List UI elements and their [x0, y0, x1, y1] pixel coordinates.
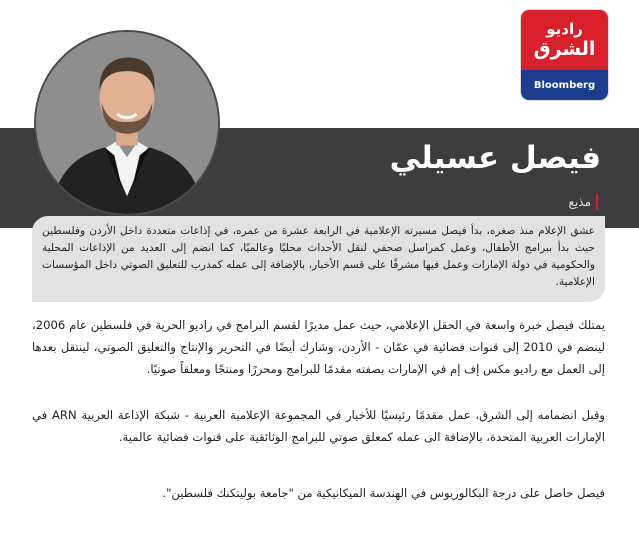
presenter-role [569, 194, 598, 210]
logo-line1: راديو [546, 19, 583, 38]
logo-brand: Bloomberg [533, 79, 596, 91]
person-portrait-icon [36, 32, 218, 214]
bio-intro-box: عشق الإعلام منذ صغره، بدأ فيصل مسيرته الإعلامية في الرابعة عشرة من عمره، في إذاعات متعددة داخل الأردن وفلسطين حيث بدأ ببرامج الأطفال، وعمل كمراسل صحفي لنقل الأحداث محليًا وعالميًا، كما انضم إلى العديد من الإذاعات المحلية والحكومية في دولة الإمارات وعمل فيها مشرفًا على قسم الأخبار، بالإضافة إلى عمله كمدرب للتعليق الصوتي داخل المؤسسات الإعلامية. [32, 216, 605, 302]
bio-paragraph-3: فيصل حاصل على درجة البكالوريوس في الهندسة الميكانيكية من "جامعة بوليتكنك فلسطين". [162, 486, 605, 500]
profile-photo [34, 30, 220, 216]
logo-red-block [521, 10, 608, 70]
logo-blue-block [521, 70, 608, 100]
logo-line2: الشرق [533, 37, 596, 60]
presenter-name: فيصل عسيلي [389, 140, 601, 176]
role-accent-bar [596, 194, 598, 210]
bio-paragraph-1: يمتلك فيصل خبرة واسعة في الحقل الإعلامي، حيث عمل مديرًا لقسم البرامج في راديو الحرية في فلسطين عام 2006، لينضم في 2010 إلى قنوات فضائية في عمّان - الأردن، وشارك أيضًا في التحرير والإنتاج والتعليق الصوتي، لينتقل بعدها إلى العمل مع راديو مكس إف إم في الإمارات بصفته مقدمًا للبرامج ومحررًا ومنتجًا ومعلقاً صوتيًا. [32, 318, 605, 376]
role-label: مذيع [568, 195, 591, 209]
bio-paragraph-2: وقبل انضمامه إلى الشرق، عمل مقدمًا رئيسيًا للأخبار في المجموعة الإعلامية العربية - شبكة الإذاعة العربية ARN في الإمارات العربية المتحدة، بالإضافة الى عمله كمعلق صوتي للبرامج الوثائقية على قنوات فضائية عالمية. [32, 408, 605, 444]
radio-asharq-logo [521, 10, 608, 100]
